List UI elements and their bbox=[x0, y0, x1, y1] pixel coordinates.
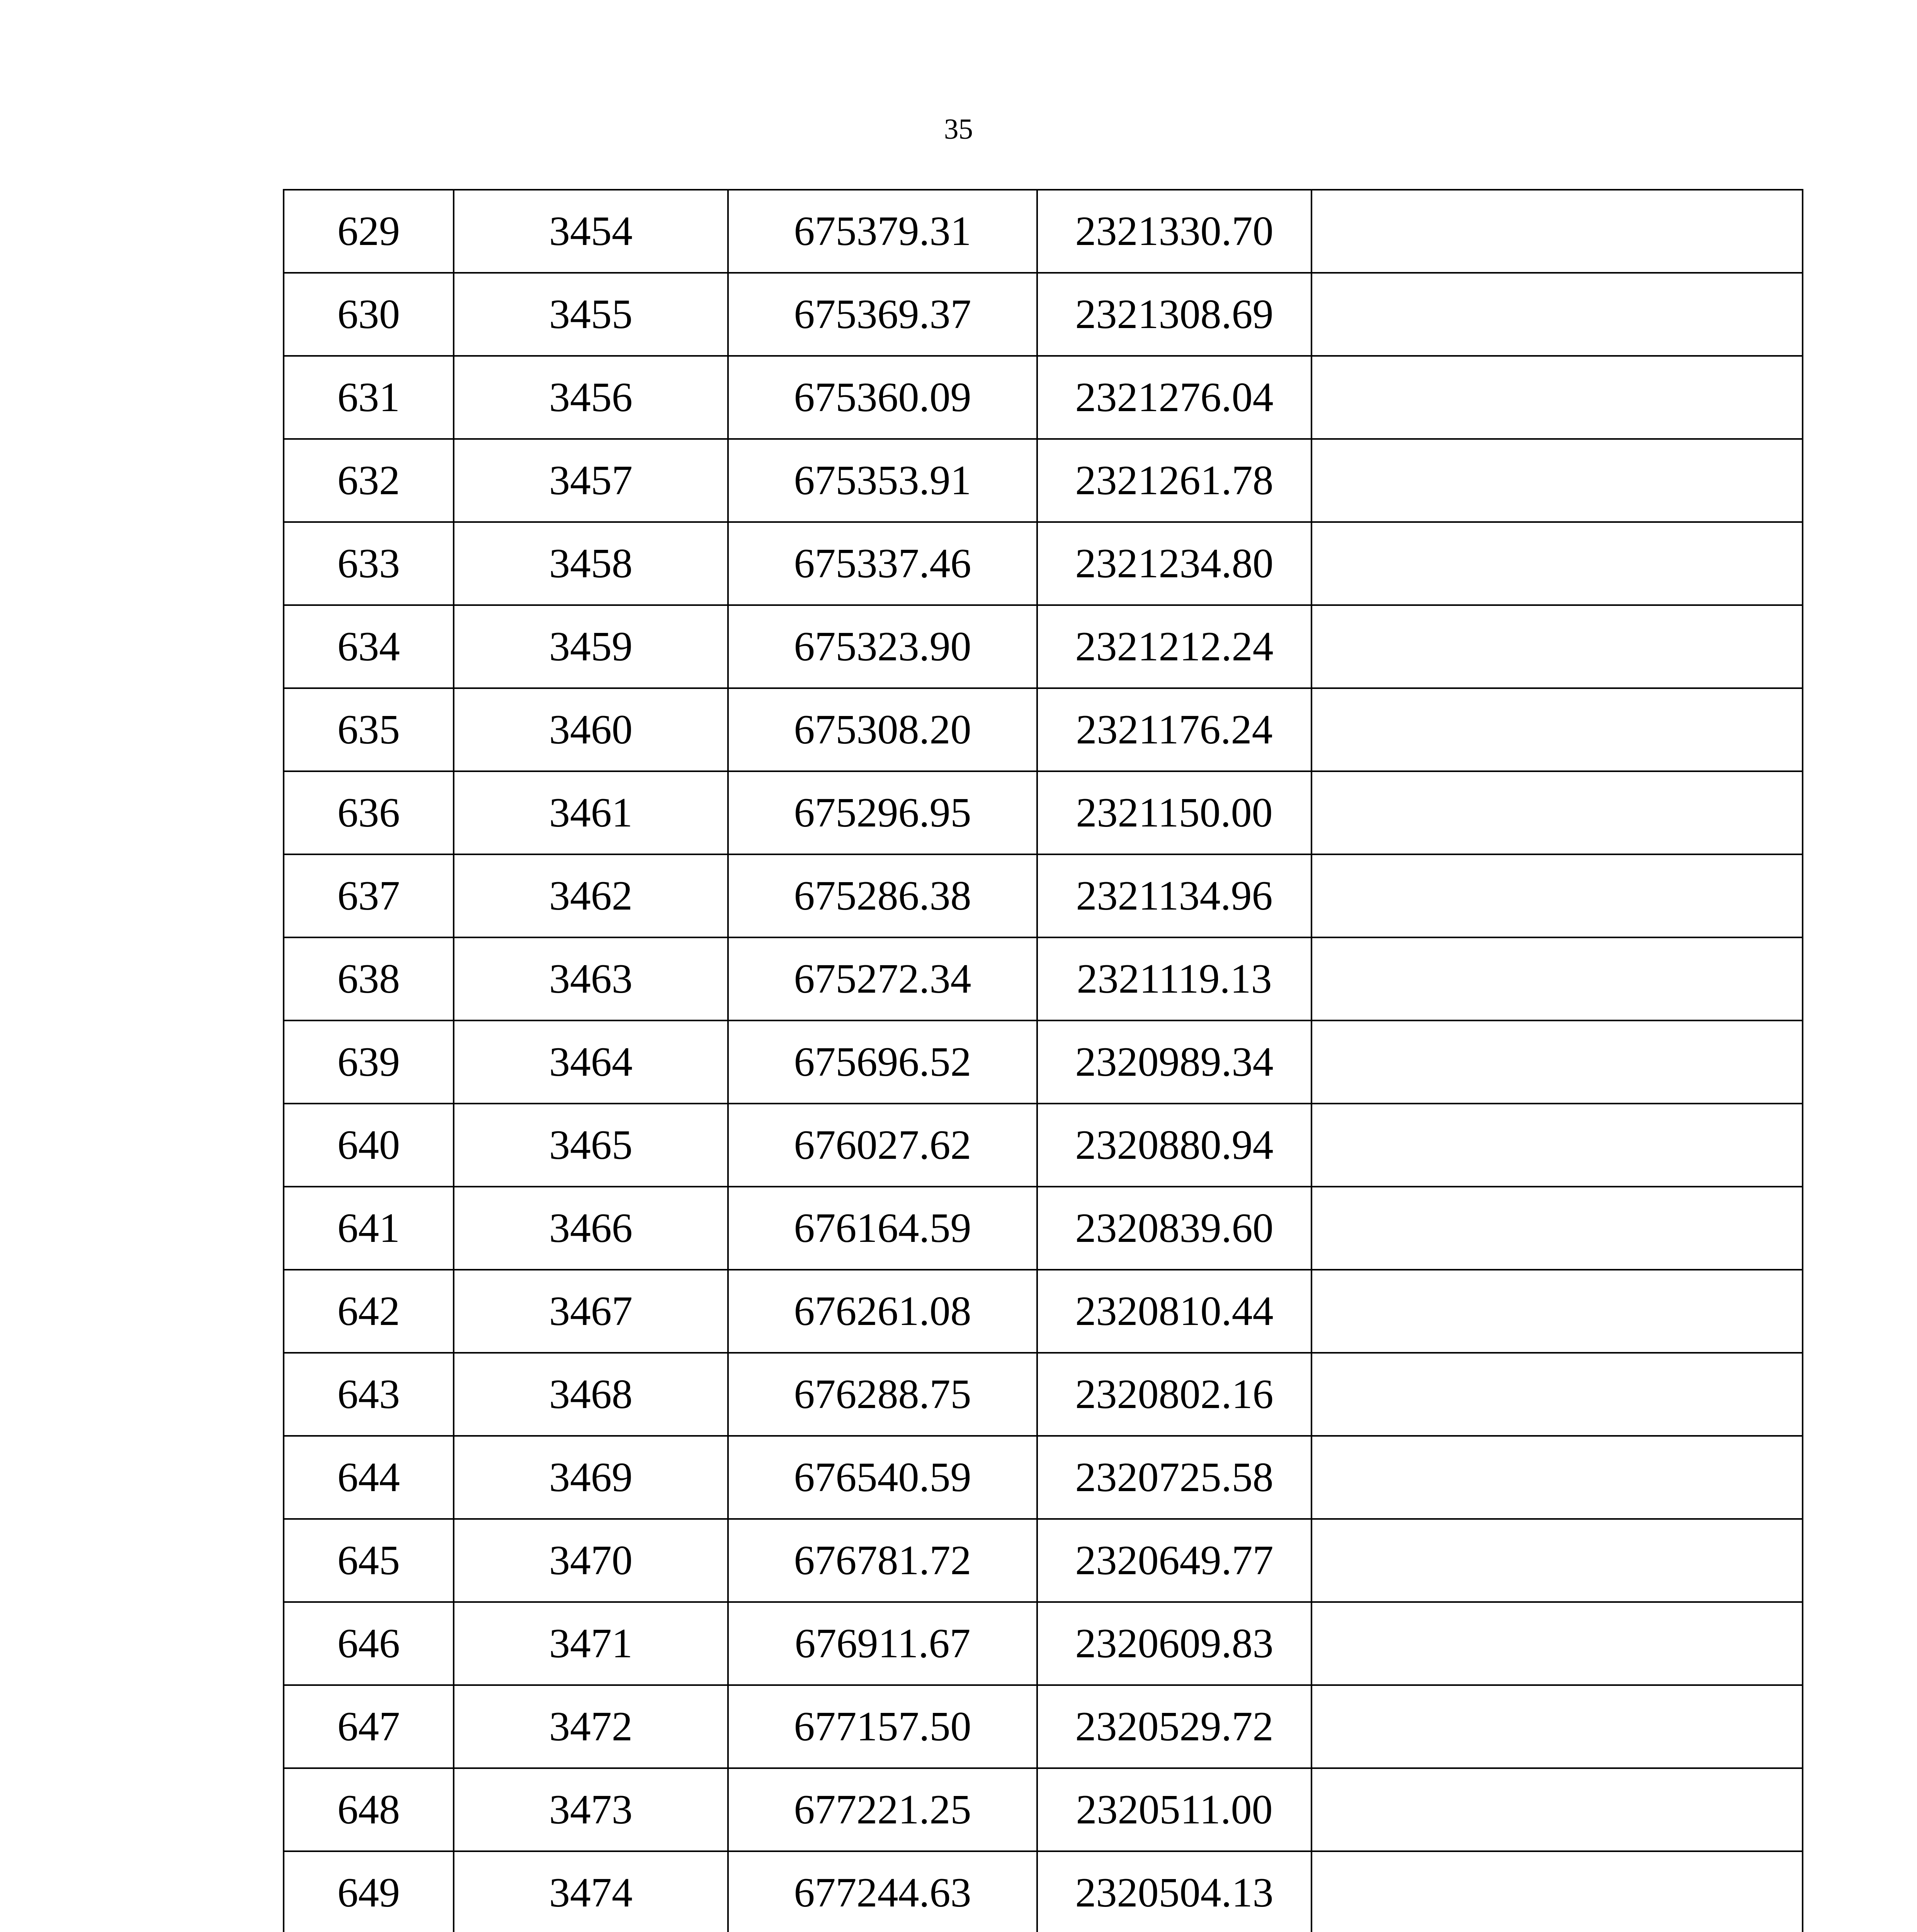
note-cell bbox=[1311, 522, 1803, 605]
y-coordinate-cell: 2320609.83 bbox=[1037, 1602, 1311, 1685]
y-coordinate-cell: 2321176.24 bbox=[1037, 688, 1311, 771]
y-coordinate-cell: 2321276.04 bbox=[1037, 356, 1311, 439]
y-coordinate-cell: 2320810.44 bbox=[1037, 1270, 1311, 1353]
y-coordinate-cell: 2321308.69 bbox=[1037, 273, 1311, 356]
y-coordinate-cell: 2320989.34 bbox=[1037, 1020, 1311, 1104]
row-index-cell: 649 bbox=[284, 1851, 454, 1932]
x-coordinate-cell: 675696.52 bbox=[728, 1020, 1037, 1104]
note-cell bbox=[1311, 1353, 1803, 1436]
point-id-cell: 3469 bbox=[454, 1436, 728, 1519]
x-coordinate-cell: 675286.38 bbox=[728, 854, 1037, 937]
row-index-cell: 629 bbox=[284, 190, 454, 273]
table-row bbox=[284, 1020, 1803, 1104]
table-row bbox=[284, 273, 1803, 356]
note-cell bbox=[1311, 854, 1803, 937]
table-row bbox=[284, 771, 1803, 854]
point-id-cell: 3455 bbox=[454, 273, 728, 356]
coordinate-table bbox=[283, 189, 1803, 1932]
y-coordinate-cell: 2320725.58 bbox=[1037, 1436, 1311, 1519]
y-coordinate-cell: 2320880.94 bbox=[1037, 1104, 1311, 1187]
coordinate-table-body bbox=[284, 190, 1803, 1932]
note-cell bbox=[1311, 439, 1803, 522]
point-id-cell: 3467 bbox=[454, 1270, 728, 1353]
note-cell bbox=[1311, 1104, 1803, 1187]
row-index-cell: 634 bbox=[284, 605, 454, 688]
row-index-cell: 635 bbox=[284, 688, 454, 771]
row-index-cell: 646 bbox=[284, 1602, 454, 1685]
note-cell bbox=[1311, 688, 1803, 771]
point-id-cell: 3472 bbox=[454, 1685, 728, 1768]
table-row bbox=[284, 356, 1803, 439]
table-row bbox=[284, 522, 1803, 605]
x-coordinate-cell: 676781.72 bbox=[728, 1519, 1037, 1602]
note-cell bbox=[1311, 771, 1803, 854]
table-row bbox=[284, 1187, 1803, 1270]
y-coordinate-cell: 2321234.80 bbox=[1037, 522, 1311, 605]
x-coordinate-cell: 676911.67 bbox=[728, 1602, 1037, 1685]
row-index-cell: 638 bbox=[284, 937, 454, 1020]
note-cell bbox=[1311, 1020, 1803, 1104]
y-coordinate-cell: 2321150.00 bbox=[1037, 771, 1311, 854]
x-coordinate-cell: 675323.90 bbox=[728, 605, 1037, 688]
table-row bbox=[284, 605, 1803, 688]
note-cell bbox=[1311, 605, 1803, 688]
point-id-cell: 3461 bbox=[454, 771, 728, 854]
page-number: 35 bbox=[944, 113, 973, 145]
row-index-cell: 647 bbox=[284, 1685, 454, 1768]
note-cell bbox=[1311, 1851, 1803, 1932]
row-index-cell: 644 bbox=[284, 1436, 454, 1519]
x-coordinate-cell: 676540.59 bbox=[728, 1436, 1037, 1519]
y-coordinate-cell: 2321330.70 bbox=[1037, 190, 1311, 273]
table-row bbox=[284, 1270, 1803, 1353]
row-index-cell: 630 bbox=[284, 273, 454, 356]
table-row bbox=[284, 1851, 1803, 1932]
point-id-cell: 3460 bbox=[454, 688, 728, 771]
x-coordinate-cell: 675337.46 bbox=[728, 522, 1037, 605]
row-index-cell: 642 bbox=[284, 1270, 454, 1353]
row-index-cell: 633 bbox=[284, 522, 454, 605]
x-coordinate-cell: 677244.63 bbox=[728, 1851, 1037, 1932]
table-row bbox=[284, 1104, 1803, 1187]
row-index-cell: 645 bbox=[284, 1519, 454, 1602]
table-row bbox=[284, 439, 1803, 522]
point-id-cell: 3473 bbox=[454, 1768, 728, 1851]
x-coordinate-cell: 676164.59 bbox=[728, 1187, 1037, 1270]
x-coordinate-cell: 675369.37 bbox=[728, 273, 1037, 356]
row-index-cell: 648 bbox=[284, 1768, 454, 1851]
table-row bbox=[284, 1519, 1803, 1602]
point-id-cell: 3464 bbox=[454, 1020, 728, 1104]
table-row bbox=[284, 1436, 1803, 1519]
point-id-cell: 3466 bbox=[454, 1187, 728, 1270]
note-cell bbox=[1311, 1270, 1803, 1353]
point-id-cell: 3457 bbox=[454, 439, 728, 522]
row-index-cell: 636 bbox=[284, 771, 454, 854]
x-coordinate-cell: 676027.62 bbox=[728, 1104, 1037, 1187]
point-id-cell: 3470 bbox=[454, 1519, 728, 1602]
point-id-cell: 3474 bbox=[454, 1851, 728, 1932]
point-id-cell: 3456 bbox=[454, 356, 728, 439]
y-coordinate-cell: 2321212.24 bbox=[1037, 605, 1311, 688]
note-cell bbox=[1311, 1436, 1803, 1519]
x-coordinate-cell: 675379.31 bbox=[728, 190, 1037, 273]
table-row bbox=[284, 1353, 1803, 1436]
note-cell bbox=[1311, 1602, 1803, 1685]
table-row bbox=[284, 190, 1803, 273]
y-coordinate-cell: 2320504.13 bbox=[1037, 1851, 1311, 1932]
table-row bbox=[284, 688, 1803, 771]
x-coordinate-cell: 675272.34 bbox=[728, 937, 1037, 1020]
y-coordinate-cell: 2321134.96 bbox=[1037, 854, 1311, 937]
point-id-cell: 3463 bbox=[454, 937, 728, 1020]
y-coordinate-cell: 2321119.13 bbox=[1037, 937, 1311, 1020]
table-row bbox=[284, 1685, 1803, 1768]
table-row bbox=[284, 1602, 1803, 1685]
note-cell bbox=[1311, 1685, 1803, 1768]
x-coordinate-cell: 675360.09 bbox=[728, 356, 1037, 439]
row-index-cell: 637 bbox=[284, 854, 454, 937]
point-id-cell: 3465 bbox=[454, 1104, 728, 1187]
table-row bbox=[284, 854, 1803, 937]
x-coordinate-cell: 676261.08 bbox=[728, 1270, 1037, 1353]
row-index-cell: 632 bbox=[284, 439, 454, 522]
x-coordinate-cell: 675296.95 bbox=[728, 771, 1037, 854]
point-id-cell: 3459 bbox=[454, 605, 728, 688]
y-coordinate-cell: 2320511.00 bbox=[1037, 1768, 1311, 1851]
note-cell bbox=[1311, 190, 1803, 273]
note-cell bbox=[1311, 356, 1803, 439]
point-id-cell: 3458 bbox=[454, 522, 728, 605]
point-id-cell: 3468 bbox=[454, 1353, 728, 1436]
x-coordinate-cell: 676288.75 bbox=[728, 1353, 1037, 1436]
y-coordinate-cell: 2320529.72 bbox=[1037, 1685, 1311, 1768]
x-coordinate-cell: 677221.25 bbox=[728, 1768, 1037, 1851]
x-coordinate-cell: 675308.20 bbox=[728, 688, 1037, 771]
x-coordinate-cell: 675353.91 bbox=[728, 439, 1037, 522]
row-index-cell: 631 bbox=[284, 356, 454, 439]
note-cell bbox=[1311, 1519, 1803, 1602]
row-index-cell: 643 bbox=[284, 1353, 454, 1436]
point-id-cell: 3471 bbox=[454, 1602, 728, 1685]
note-cell bbox=[1311, 273, 1803, 356]
row-index-cell: 640 bbox=[284, 1104, 454, 1187]
y-coordinate-cell: 2320649.77 bbox=[1037, 1519, 1311, 1602]
note-cell bbox=[1311, 1768, 1803, 1851]
table-row bbox=[284, 937, 1803, 1020]
y-coordinate-cell: 2320802.16 bbox=[1037, 1353, 1311, 1436]
row-index-cell: 641 bbox=[284, 1187, 454, 1270]
note-cell bbox=[1311, 1187, 1803, 1270]
note-cell bbox=[1311, 937, 1803, 1020]
x-coordinate-cell: 677157.50 bbox=[728, 1685, 1037, 1768]
table-row bbox=[284, 1768, 1803, 1851]
row-index-cell: 639 bbox=[284, 1020, 454, 1104]
point-id-cell: 3462 bbox=[454, 854, 728, 937]
point-id-cell: 3454 bbox=[454, 190, 728, 273]
y-coordinate-cell: 2320839.60 bbox=[1037, 1187, 1311, 1270]
y-coordinate-cell: 2321261.78 bbox=[1037, 439, 1311, 522]
